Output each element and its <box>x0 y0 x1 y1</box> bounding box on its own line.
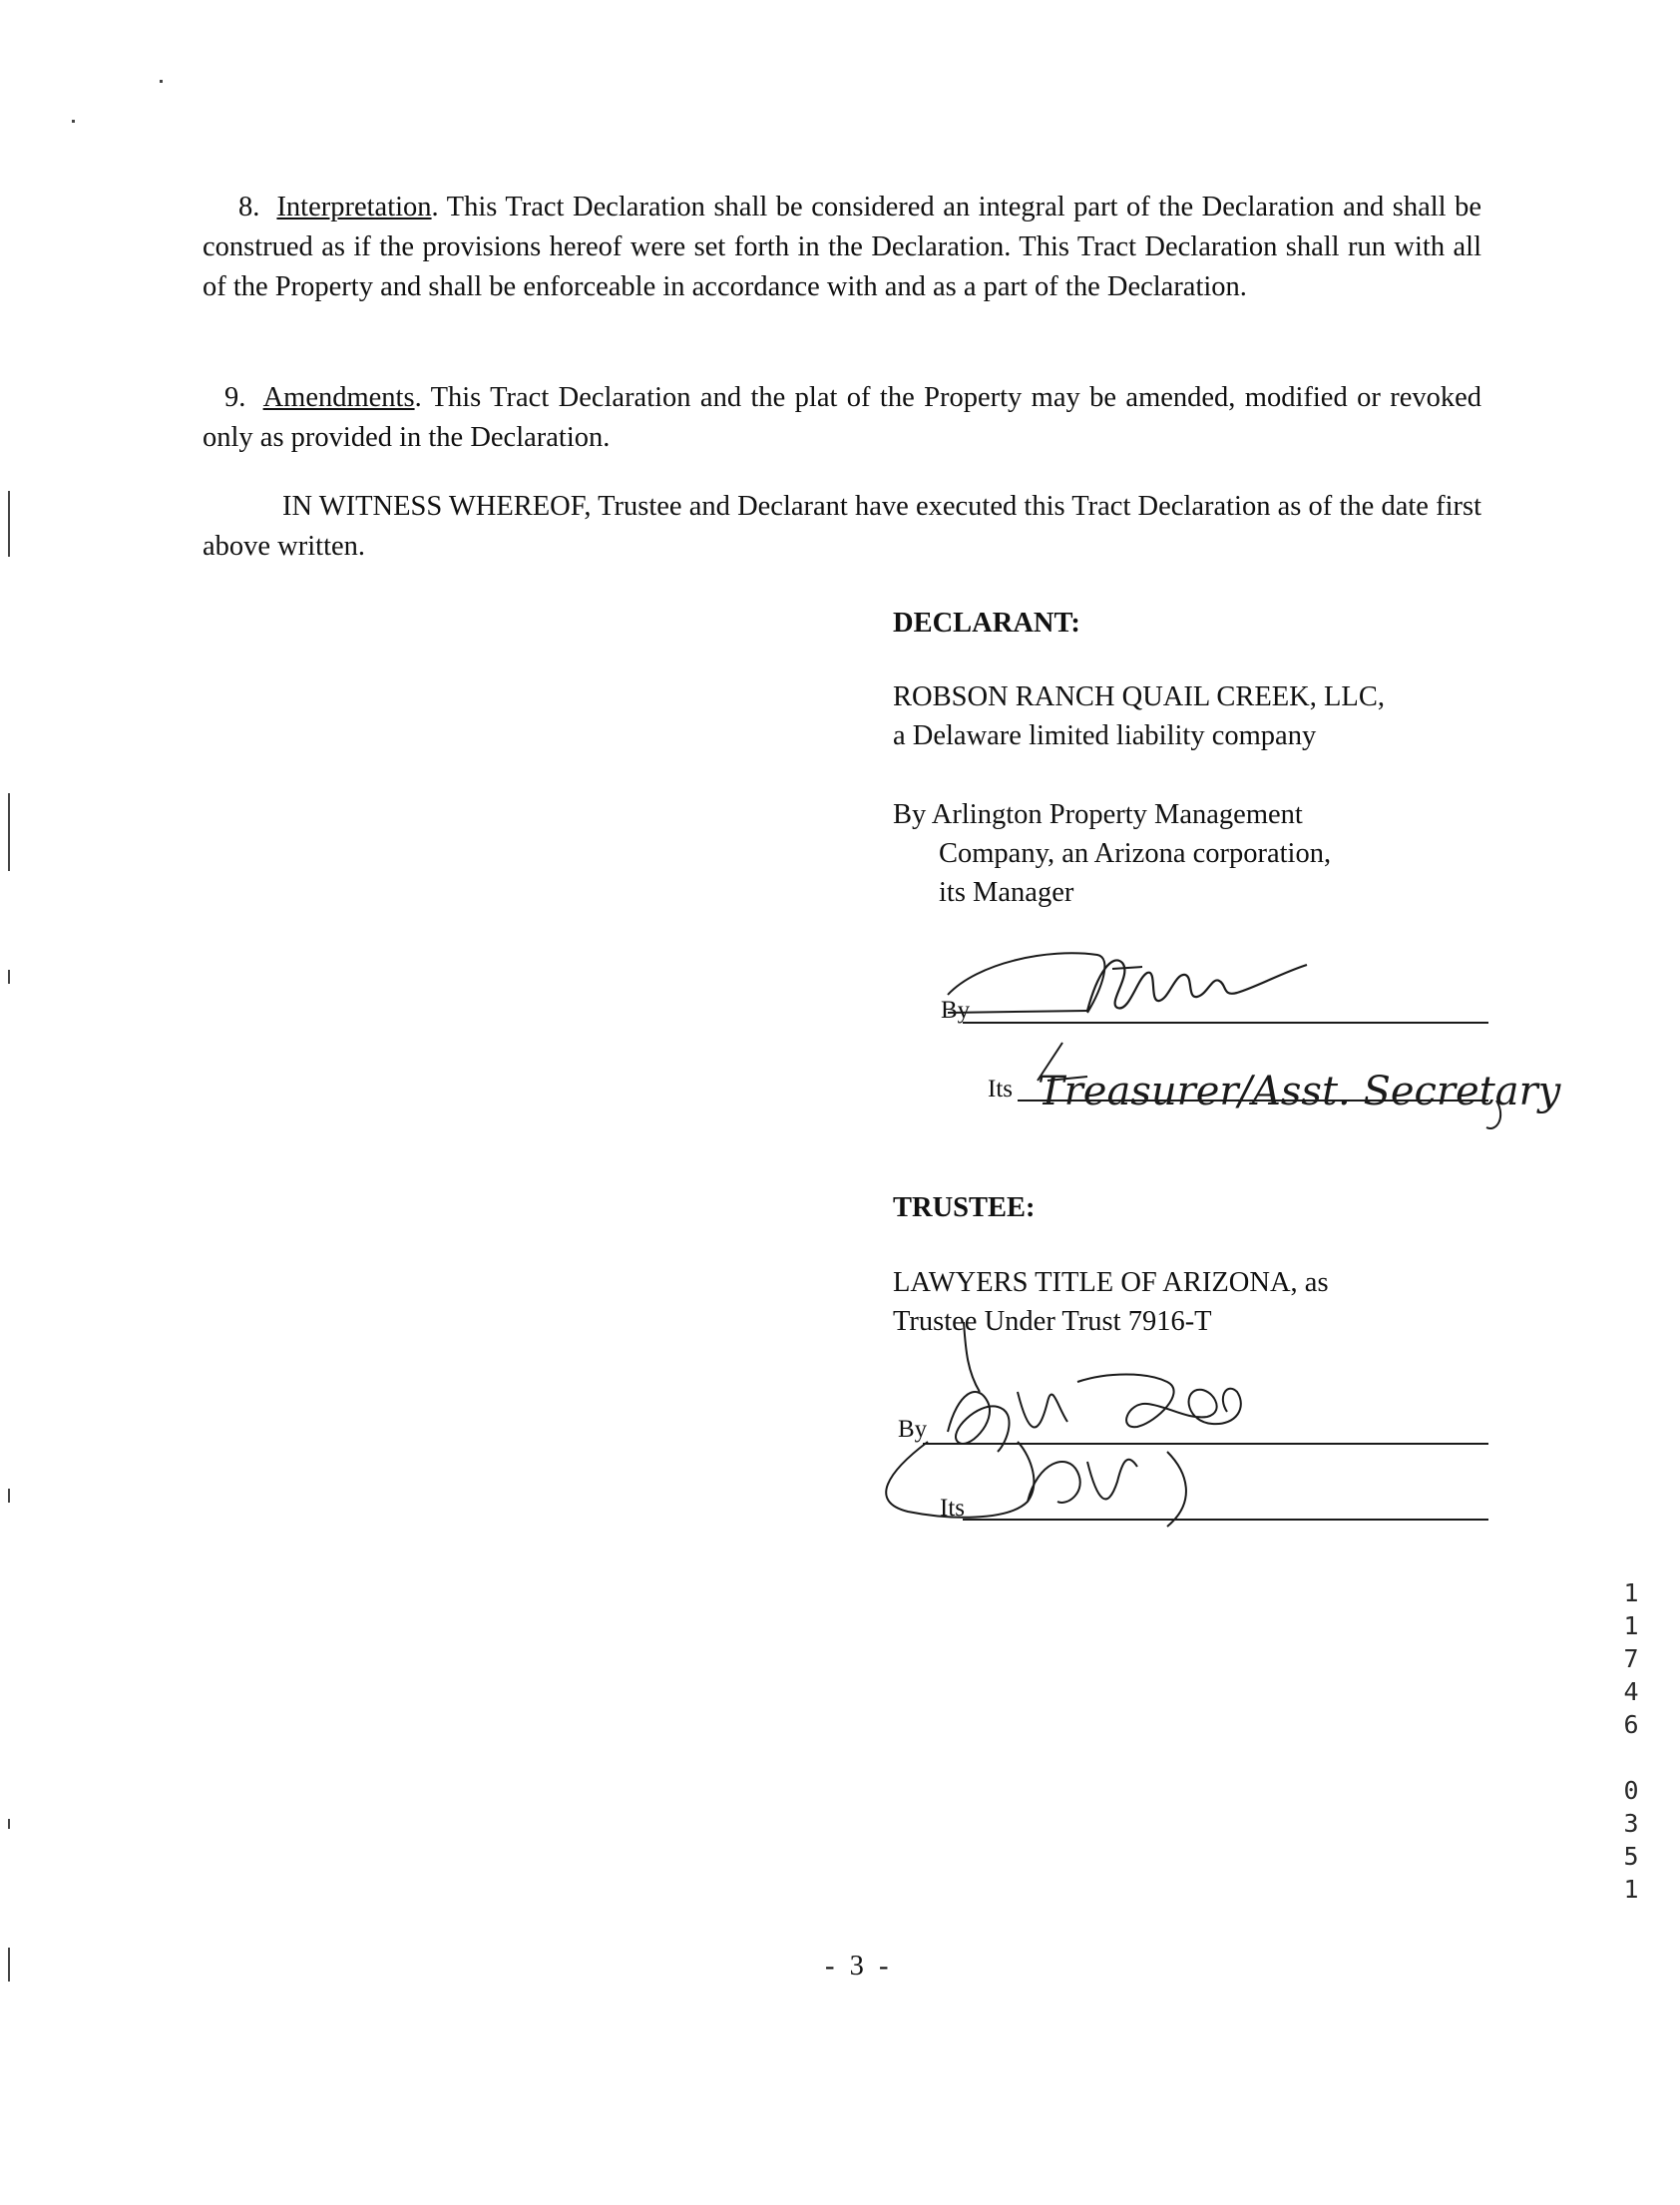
paragraph-text: . This Tract Declaration and the plat of the Property may be amended, modified or revoked only as provided in the Declaration. <box>203 382 1481 453</box>
paragraph-amendments <box>203 378 1481 458</box>
declarant-by-line3: its Manager <box>939 877 1074 908</box>
recording-digit: 3 <box>1623 1809 1639 1838</box>
declarant-its-handwriting <box>1028 1033 1561 1132</box>
declarant-its-value: Treasurer/Asst. Secretary <box>1038 1069 1561 1114</box>
margin-mark <box>8 793 10 871</box>
trustee-signature <box>868 1312 1327 1542</box>
witness-paragraph: IN WITNESS WHEREOF, Trustee and Declarant have executed this Tract Declaration as of the date first above written. <box>203 491 1481 562</box>
margin-mark <box>8 491 10 557</box>
declarant-by-line1: By Arlington Property Management <box>893 799 1303 830</box>
trustee-name-line2: Trustee Under Trust 7916-T <box>893 1306 1212 1337</box>
recording-number <box>1616 1576 1646 1906</box>
declarant-its-label: Its <box>988 1076 1013 1102</box>
page-number: - 3 - <box>825 1951 893 1982</box>
paragraph-heading: Interpretation <box>276 192 432 222</box>
recording-digit: 1 <box>1623 1875 1639 1904</box>
recording-digit: 1 <box>1623 1578 1639 1607</box>
recording-digit: 0 <box>1623 1776 1639 1805</box>
margin-mark <box>160 80 163 83</box>
trustee-heading: TRUSTEE: <box>893 1192 1036 1223</box>
declarant-company-line1: ROBSON RANCH QUAIL CREEK, LLC, <box>893 681 1385 712</box>
paragraph-interpretation <box>203 188 1481 307</box>
margin-mark <box>8 1819 10 1829</box>
declarant-manager <box>893 795 1331 912</box>
trustee-name-line1: LAWYERS TITLE OF ARIZONA, as <box>893 1267 1329 1298</box>
declarant-company-line2: a Delaware limited liability company <box>893 720 1317 751</box>
margin-mark <box>72 120 75 123</box>
margin-mark <box>8 1489 10 1503</box>
recording-digit: 4 <box>1623 1677 1639 1706</box>
paragraph-text: . This Tract Declaration shall be considered an integral part of the Declaration and shall be construed as if the provisions hereof were set forth in the Declaration. This Tract Declaration shall run with all of the Property and shall be enforceable in accordance with and as a part of the Declaration. <box>203 192 1481 302</box>
recording-digit: 6 <box>1623 1710 1639 1739</box>
declarant-by-label: By <box>941 997 971 1024</box>
recording-digit <box>1616 1741 1646 1774</box>
margin-mark <box>8 1948 10 1982</box>
paragraph-number: 9. <box>224 382 246 413</box>
recording-digit: 1 <box>1623 1611 1639 1640</box>
trustee-its-label: Its <box>940 1495 965 1522</box>
declarant-heading: DECLARANT: <box>893 608 1080 639</box>
paragraph-number: 8. <box>238 192 260 222</box>
trustee-by-label: By <box>898 1416 928 1443</box>
declarant-signature <box>938 933 1317 1033</box>
margin-mark <box>8 970 10 984</box>
recording-digit: 5 <box>1623 1842 1639 1871</box>
recording-digit: 7 <box>1623 1644 1639 1673</box>
paragraph-heading: Amendments <box>262 382 415 413</box>
declarant-by-line2: Company, an Arizona corporation, <box>939 838 1332 869</box>
declarant-company <box>893 677 1385 755</box>
